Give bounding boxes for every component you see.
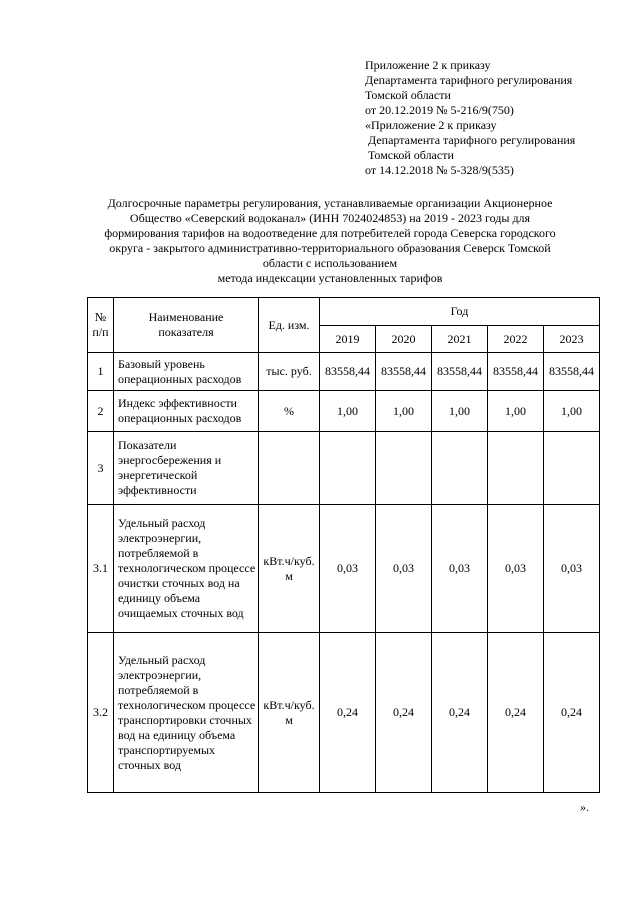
table-row [88, 505, 600, 633]
order-header [365, 58, 630, 178]
parameters-table [87, 297, 600, 793]
title-line: Общество «Северский водоканал» (ИНН 7024024853) на 2019 - 2023 годы для [129, 211, 531, 225]
row-value [376, 432, 432, 505]
row-value: 0,03 [544, 505, 600, 633]
row-value: 1,00 [376, 391, 432, 432]
document-title [90, 196, 570, 286]
row-value: 0,03 [320, 505, 376, 633]
row-num: 3.2 [88, 633, 114, 793]
col-header-year: 2022 [488, 326, 544, 353]
row-value: 0,24 [376, 633, 432, 793]
title-line: метода индексации установленных тарифов [217, 271, 443, 285]
row-unit: кВт.ч/куб. м [259, 505, 320, 633]
row-unit: тыс. руб. [259, 353, 320, 391]
title-line: области с использованием [262, 256, 398, 270]
col-header-year: 2021 [432, 326, 488, 353]
row-value: 0,24 [488, 633, 544, 793]
row-num: 1 [88, 353, 114, 391]
row-name: Базовый уровень операционных расходов [114, 353, 259, 391]
col-header-year: 2020 [376, 326, 432, 353]
header-line: Приложение 2 к приказу [365, 58, 491, 72]
title-line: округа - закрытого административно-территориального образования Северск Томской [109, 241, 551, 255]
col-header-name: Наименование показателя [114, 298, 259, 353]
header-line: от 20.12.2019 № 5-216/9(750) [365, 103, 514, 117]
row-name: Индекс эффективности операционных расходов [114, 391, 259, 432]
row-name: Удельный расход электроэнергии, потребляемой в технологическом процессе транспортировки сточных вод на единицу объема транспортируемых сточных вод [114, 633, 259, 793]
table-row [88, 353, 600, 391]
closing-quote: ». [580, 800, 589, 814]
row-unit [259, 432, 320, 505]
table-row [88, 432, 600, 505]
row-value: 0,24 [544, 633, 600, 793]
row-value: 0,24 [320, 633, 376, 793]
row-value: 1,00 [320, 391, 376, 432]
header-line: «Приложение 2 к приказу [365, 118, 497, 132]
title-line: Долгосрочные параметры регулирования, устанавливаемые организации Акционерное [107, 196, 553, 210]
row-name: Показатели энергосбережения и энергетической эффективности [114, 432, 259, 505]
row-value: 1,00 [544, 391, 600, 432]
col-header-year: 2019 [320, 326, 376, 353]
row-value [544, 432, 600, 505]
col-header-year: 2023 [544, 326, 600, 353]
header-line: Департамента тарифного регулирования [365, 133, 576, 147]
row-value [320, 432, 376, 505]
row-value: 83558,44 [488, 353, 544, 391]
row-value: 0,24 [432, 633, 488, 793]
row-value: 1,00 [432, 391, 488, 432]
row-unit: % [259, 391, 320, 432]
header-line: Департамента тарифного регулирования [365, 73, 573, 87]
row-value: 83558,44 [544, 353, 600, 391]
col-header-year-group: Год [320, 298, 600, 326]
row-value: 83558,44 [320, 353, 376, 391]
row-value: 0,03 [432, 505, 488, 633]
col-header-unit: Ед. изм. [259, 298, 320, 353]
row-num: 2 [88, 391, 114, 432]
row-value: 1,00 [488, 391, 544, 432]
row-value [488, 432, 544, 505]
table-header-row [88, 298, 600, 326]
row-value: 83558,44 [376, 353, 432, 391]
row-value [432, 432, 488, 505]
row-unit: кВт.ч/куб. м [259, 633, 320, 793]
col-header-num: № п/п [88, 298, 114, 353]
header-line: Томской области [365, 88, 451, 102]
row-num: 3.1 [88, 505, 114, 633]
table-row [88, 633, 600, 793]
row-value: 83558,44 [432, 353, 488, 391]
table-row [88, 391, 600, 432]
title-line: формирования тарифов на водоотведение для потребителей города Северска городского [104, 226, 556, 240]
header-line: Томской области [365, 148, 454, 162]
row-num: 3 [88, 432, 114, 505]
row-value: 0,03 [488, 505, 544, 633]
row-value: 0,03 [376, 505, 432, 633]
header-line: от 14.12.2018 № 5-328/9(535) [365, 163, 514, 177]
row-name: Удельный расход электроэнергии, потребляемой в технологическом процессе очистки сточных вод на единицу объема очищаемых сточных вод [114, 505, 259, 633]
